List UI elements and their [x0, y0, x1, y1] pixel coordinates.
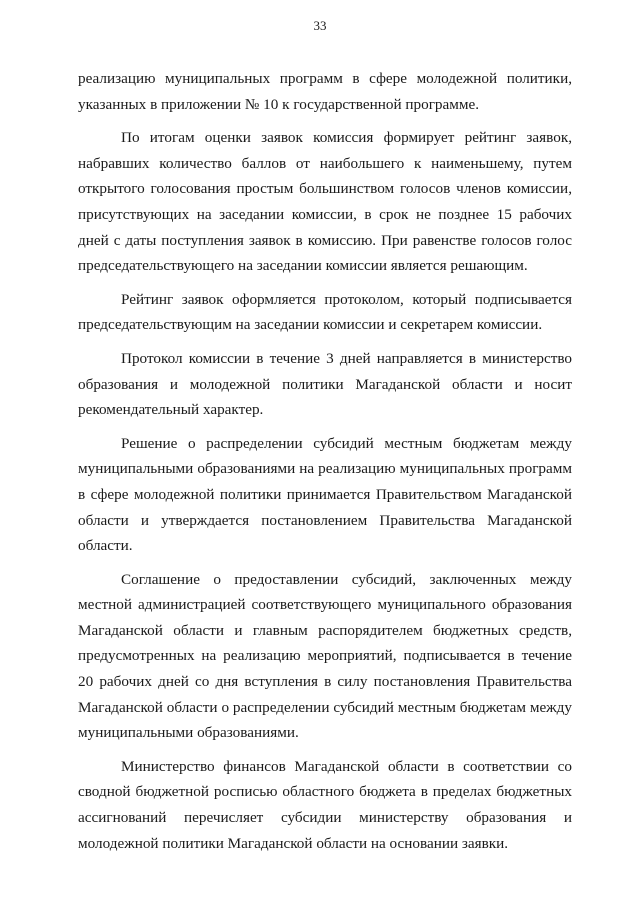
paragraph-ministry-finance: Министерство финансов Магаданской области в соответствии со сводной бюджетной росписью областного бюджета в пределах бюджетных ассигнований перечисляет субсидии министерству образования и молодежной политики Магаданской области на основании заявки. — [78, 757, 572, 852]
paragraph-rating-protocol: Рейтинг заявок оформляется протоколом, который подписывается председательствующим на заседании комиссии и секретарем комиссии. — [78, 290, 572, 334]
paragraph-protocol-sending: Протокол комиссии в течение 3 дней направляется в министерство образования и молодежной политики Магаданской области и носит рекомендательный характер. — [78, 349, 572, 419]
paragraph-rating-formation: По итогам оценки заявок комиссия формирует рейтинг заявок, набравших количество баллов от наибольшего к наименьшему, путем открытого голосования простым большинством голосов членов комиссии, присутствующих на заседании комиссии, в срок не позднее 15 рабочих дней с даты поступления заявок в комиссию. При равенстве голосов голос председательствующего на заседании комиссии является решающим. — [78, 129, 572, 275]
page-number: 33 — [313, 18, 327, 33]
paragraph-agreement: Соглашение о предоставлении субсидий, заключенных между местной администрацией соответствующего муниципального образования Магаданской области и главным распорядителем бюджетных средств, предусмотренных на реализацию мероприятий, подписывается в течение 20 рабочих дней со дня вступления в силу постановления Правительства Магаданской области о распределении субсидий местным бюджетам между муниципальными образованиями. — [78, 570, 572, 742]
paragraph-continuation: реализацию муниципальных программ в сфере молодежной политики, указанных в приложении № 10 к государственной программе. — [78, 70, 572, 113]
body-text — [78, 66, 572, 856]
paragraph-distribution-decision: Решение о распределении субсидий местным бюджетам между муниципальными образованиями на реализацию муниципальных программ в сфере молодежной политики принимается Правительством Магаданской области и утверждается постановлением Правительства Магаданской области. — [78, 434, 572, 555]
